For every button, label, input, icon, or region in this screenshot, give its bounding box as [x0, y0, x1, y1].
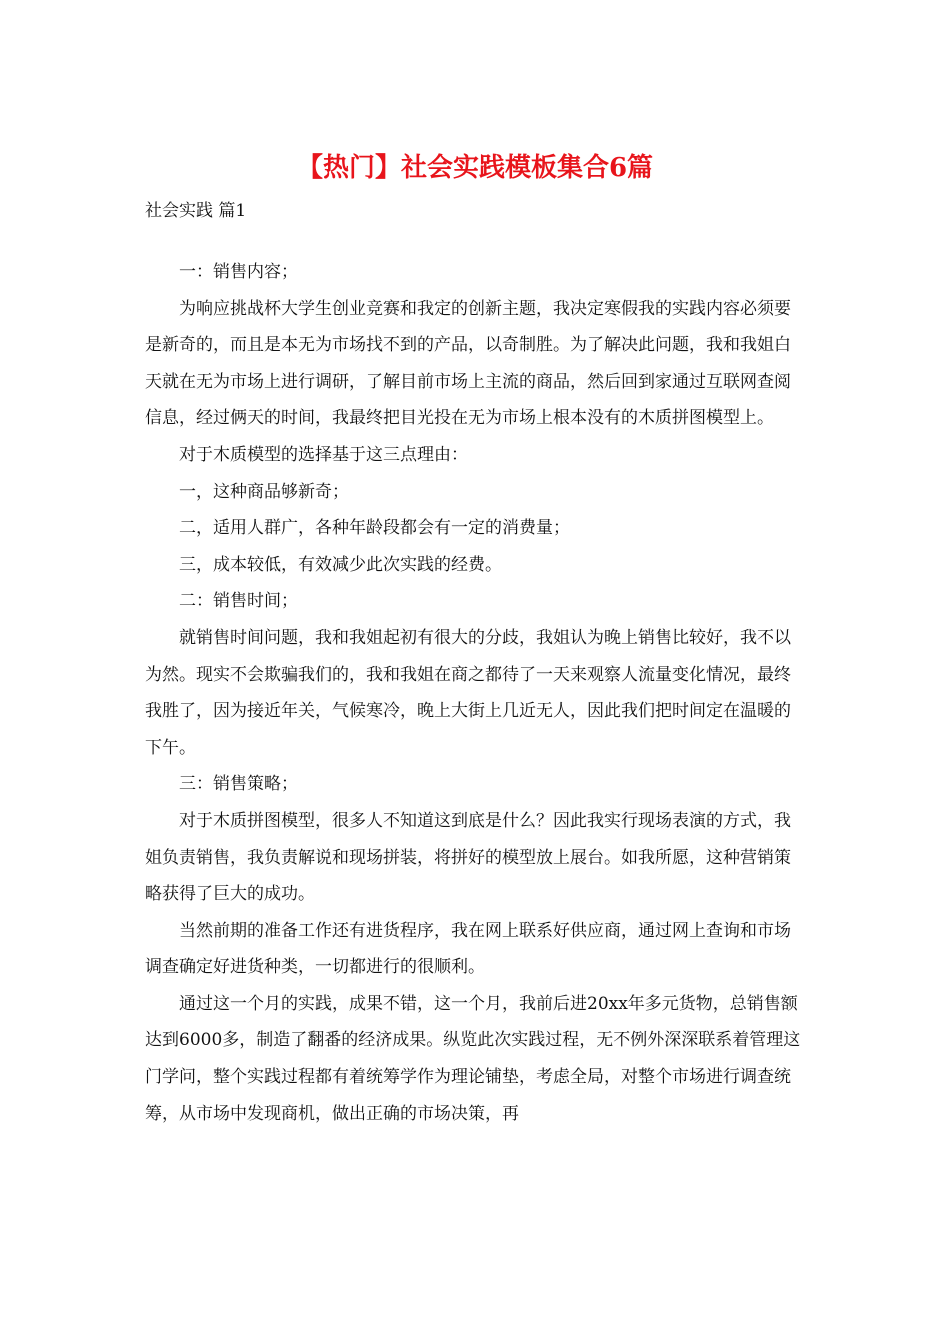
paragraph-sales-time-heading: 二：销售时间；: [179, 591, 298, 612]
paragraph-reason-3: 三，成本较低，有效减少此次实践的经费。: [179, 554, 502, 575]
paragraph-sales-strategy-heading: 三：销售策略；: [179, 774, 298, 795]
paragraph-sales-time: 就销售时间问题，我和我姐起初有很大的分歧，我姐认为晚上销售比较好，我不以为然。现实不会欺骗我们的，我和我姐在商之都待了一天来观察人流量变化情况，最终我胜了，因为接近年关，气候寒冷，晚上大街上几近无人，因此我们把时间定在温暖的下午。: [145, 627, 791, 758]
paragraph-results: 通过这一个月的实践，成果不错，这一个月，我前后进20xx年多元货物，总销售额达到6000多，制造了翻番的经济成果。纵览此次实践过程，无不例外深深联系着管理这门学问，整个实践过程都有着统筹学作为理论铺垫，考虑全局，对整个市场进行调查统筹，从市场中发现商机，做出正确的市场决策，再: [145, 993, 801, 1124]
paragraph-preparation: 当然前期的准备工作还有进货程序，我在网上联系好供应商，通过网上查询和市场调查确定好进货种类，一切都进行的很顺利。: [145, 920, 791, 978]
paragraph-sales-content-heading: 一：销售内容；: [179, 262, 298, 282]
paragraph-sales-content: 为响应挑战杯大学生创业竞赛和我定的创新主题，我决定寒假我的实践内容必须要是新奇的，而且是本无为市场找不到的产品，以奇制胜。为了解决此问题，我和我姐白天就在无为市场上进行调研，了解目前市场上主流的商品，然后回到家通过互联网查阅信息，经过俩天的时间，我最终把目光投在无为市场上根本没有的木质拼图模型上。: [145, 298, 791, 429]
document-body: [145, 254, 805, 1132]
paragraph-reason-1: 一，这种商品够新奇；: [179, 481, 349, 502]
document-title: 【热门】社会实践模板集合6篇: [296, 153, 654, 183]
section-heading: 社会实践 篇1: [145, 201, 247, 221]
paragraph-reason-2: 二，适用人群广，各种年龄段都会有一定的消费量；: [179, 518, 570, 539]
paragraph-reasons-intro: 对于木质模型的选择基于这三点理由：: [179, 444, 468, 465]
paragraph-sales-strategy: 对于木质拼图模型，很多人不知道这到底是什么？因此我实行现场表演的方式，我姐负责销售，我负责解说和现场拼装，将拼好的模型放上展台。如我所愿，这种营销策略获得了巨大的成功。: [145, 810, 791, 905]
